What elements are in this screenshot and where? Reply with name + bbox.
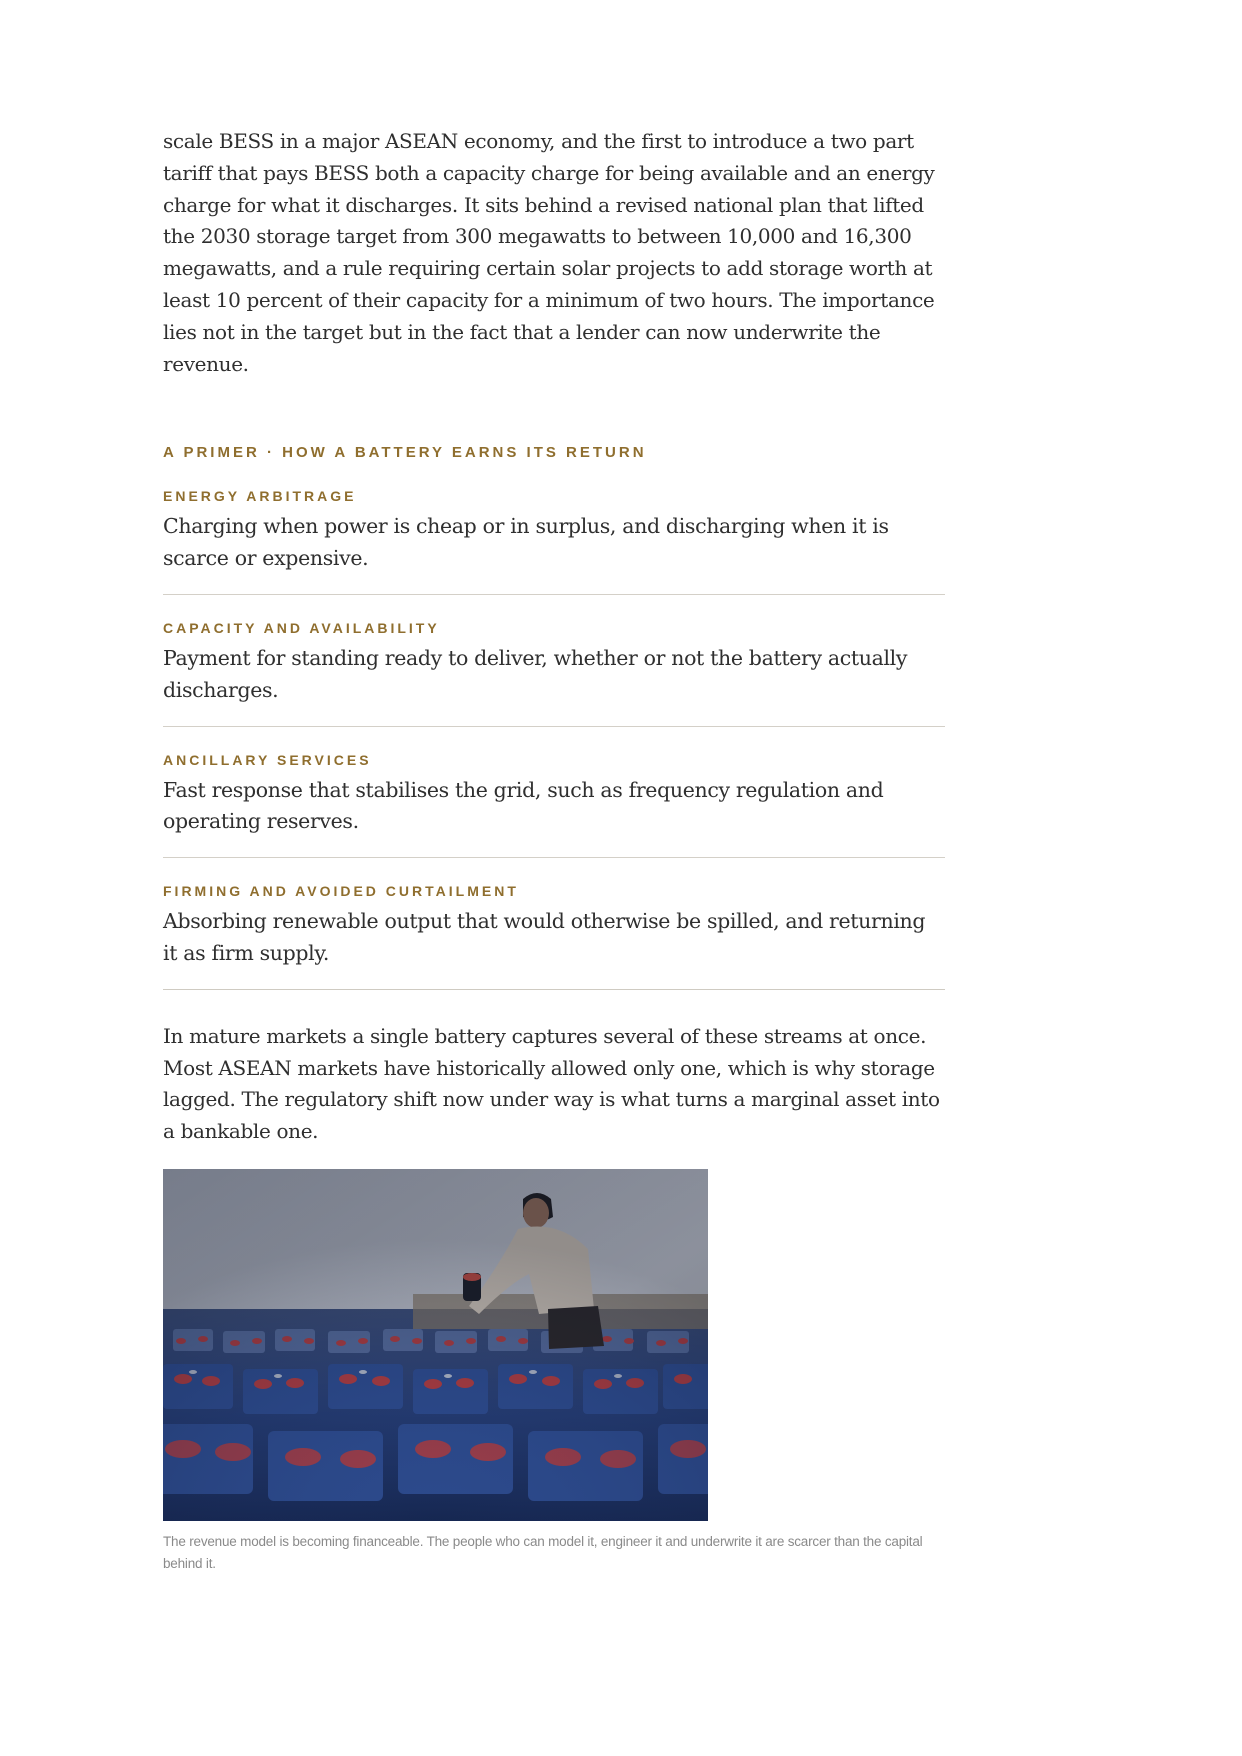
article-page [163,126,945,1575]
closing-paragraph: In mature markets a single battery captures several of these streams at once. Most ASEAN markets have historically allowed only one, which is why storage lagged. The regulatory shift now under way is what turns a marginal asset into a bankable one. [163,1023,940,1144]
primer-item-capacity-availability [163,619,945,727]
primer-list [163,487,945,989]
photo-illustration [163,1169,708,1521]
primer-item-description: Absorbing renewable output that would otherwise be spilled, and returning it as firm supply. [163,909,926,965]
figure-caption: The revenue model is becoming financeable. The people who can model it, engineer it and underwrite it are scarcer than the capital behind it. [163,1533,923,1571]
primer-item-ancillary-services [163,751,945,859]
primer-item-description: Payment for standing ready to deliver, whether or not the battery actually discharges. [163,645,908,702]
primer-item-label: ENERGY ARBITRAGE [163,488,357,505]
battery-warehouse-photo [163,1169,708,1521]
primer-item-energy-arbitrage [163,487,945,595]
figure [163,1169,945,1575]
primer-item-label: ANCILLARY SERVICES [163,751,372,768]
primer-item-description: Fast response that stabilises the grid, such as frequency regulation and operating reserves. [163,777,884,834]
primer-item-label: CAPACITY AND AVAILABILITY [163,619,440,636]
primer-section [163,444,945,989]
primer-heading: A PRIMER · HOW A BATTERY EARNS ITS RETURN [163,444,647,462]
primer-item-label: FIRMING AND AVOIDED CURTAILMENT [163,883,519,900]
primer-item-firming-curtailment [163,882,945,990]
intro-paragraph: scale BESS in a major ASEAN economy, and the first to introduce a two part tariff that pays BESS both a capacity charge for being available and an energy charge for what it discharges. It sits behind a revised national plan that lifted the 2030 storage target from 300 megawatts to between 10,000 and 16,300 megawatts, and a rule requiring certain solar projects to add storage worth at least 10 percent of their capacity for a minimum of two hours. The importance lies not in the target but in the fact that a lender can now underwrite the revenue. [163,129,935,376]
primer-item-description: Charging when power is cheap or in surplus, and discharging when it is scarce or expensive. [163,514,889,571]
